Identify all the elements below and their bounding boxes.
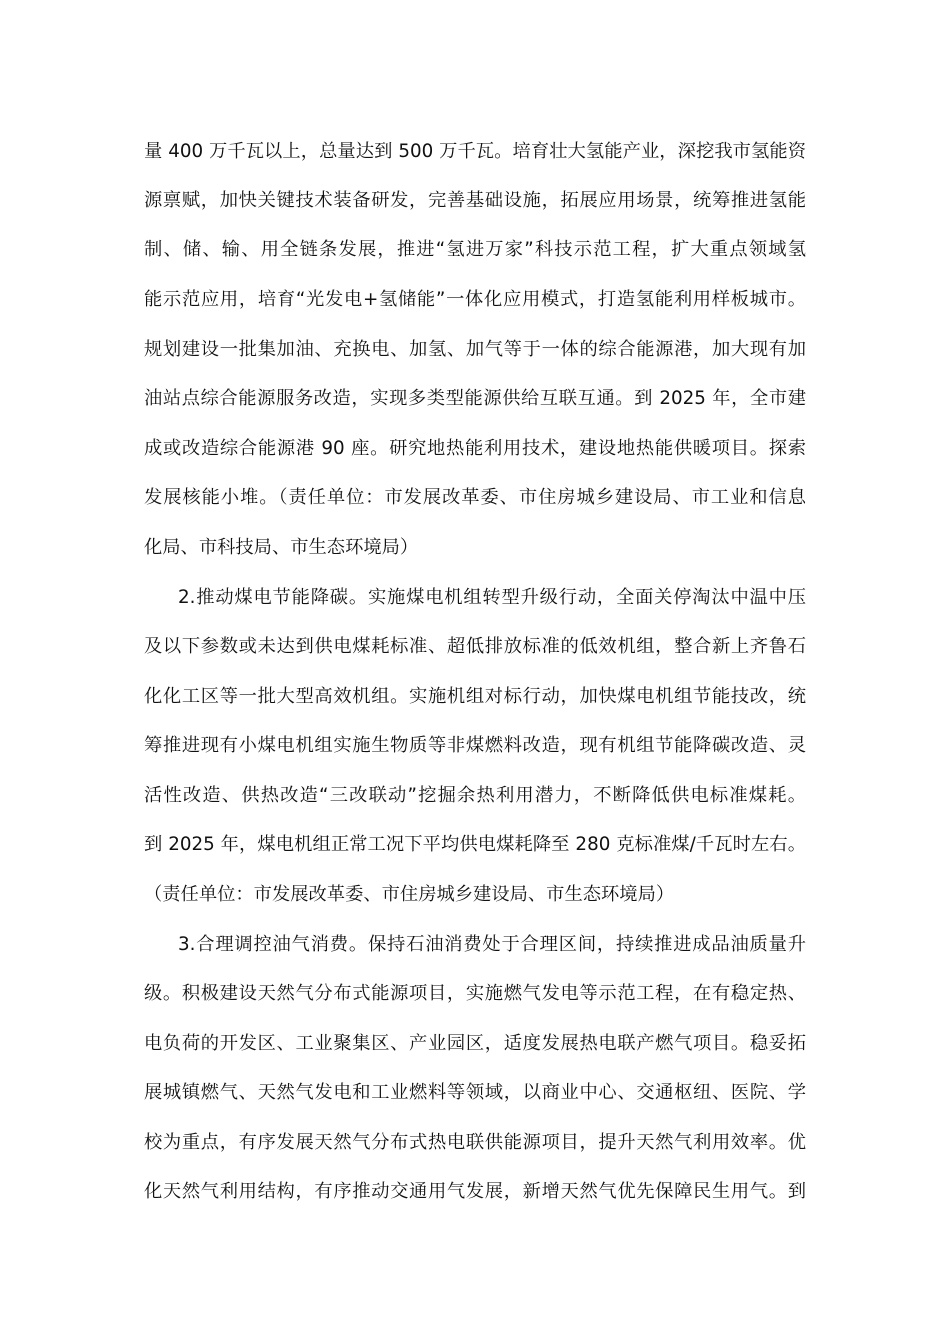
- text-line: 源禀赋，加快关键技术装备研发，完善基础设施，拓展应用场景，统筹推进氢能: [144, 190, 806, 211]
- text-line: 级。积极建设天然气分布式能源项目，实施燃气发电等示范工程，在有稳定热、: [144, 983, 806, 1004]
- text-line: 制、储、输、用全链条发展，推进“氢进万家”科技示范工程，扩大重点领域氢: [144, 239, 806, 260]
- text-line: 化天然气利用结构，有序推动交通用气发展，新增天然气优先保障民生用气。到: [144, 1181, 806, 1202]
- text-line: 发展核能小堆。（责任单位：市发展改革委、市住房城乡建设局、市工业和信息: [144, 487, 806, 508]
- text-line: 油站点综合能源服务改造，实现多类型能源供给互联互通。到 2025 年，全市建: [144, 388, 806, 409]
- text-line: 及以下参数或未达到供电煤耗标准、超低排放标准的低效机组，整合新上齐鲁石: [144, 636, 806, 657]
- text-line: 规划建设一批集加油、充换电、加氢、加气等于一体的综合能源港，加大现有加: [144, 339, 806, 360]
- paragraph-start-line: 2.推动煤电节能降碳。实施煤电机组转型升级行动，全面关停淘汰中温中压: [178, 587, 806, 608]
- text-line: 能示范应用，培育“光发电+氢储能”一体化应用模式，打造氢能利用样板城市。: [144, 289, 806, 310]
- paragraph-start-line: 3.合理调控油气消费。保持石油消费处于合理区间，持续推进成品油质量升: [178, 934, 806, 955]
- text-line: 筹推进现有小煤电机组实施生物质等非煤燃料改造，现有机组节能降碳改造、灵: [144, 735, 806, 756]
- text-line: 量 400 万千瓦以上，总量达到 500 万千瓦。培育壮大氢能产业，深挖我市氢能资: [144, 141, 806, 162]
- text-line: 化局、市科技局、市生态环境局）: [144, 537, 419, 558]
- text-line: 成或改造综合能源港 90 座。研究地热能利用技术，建设地热能供暖项目。探索: [144, 438, 806, 459]
- text-line: 活性改造、供热改造“三改联动”挖掘余热利用潜力，不断降低供电标准煤耗。: [144, 785, 806, 806]
- text-line: 电负荷的开发区、工业聚集区、产业园区，适度发展热电联产燃气项目。稳妥拓: [144, 1033, 806, 1054]
- text-line: （责任单位：市发展改革委、市住房城乡建设局、市生态环境局）: [144, 884, 675, 905]
- text-line: 到 2025 年，煤电机组正常工况下平均供电煤耗降至 280 克标准煤/千瓦时左右。: [144, 834, 806, 855]
- text-line: 化化工区等一批大型高效机组。实施机组对标行动，加快煤电机组节能技改，统: [144, 686, 806, 707]
- text-line: 校为重点，有序发展天然气分布式热电联供能源项目，提升天然气利用效率。优: [144, 1132, 806, 1153]
- text-line: 展城镇燃气、天然气发电和工业燃料等领域，以商业中心、交通枢纽、医院、学: [144, 1082, 806, 1103]
